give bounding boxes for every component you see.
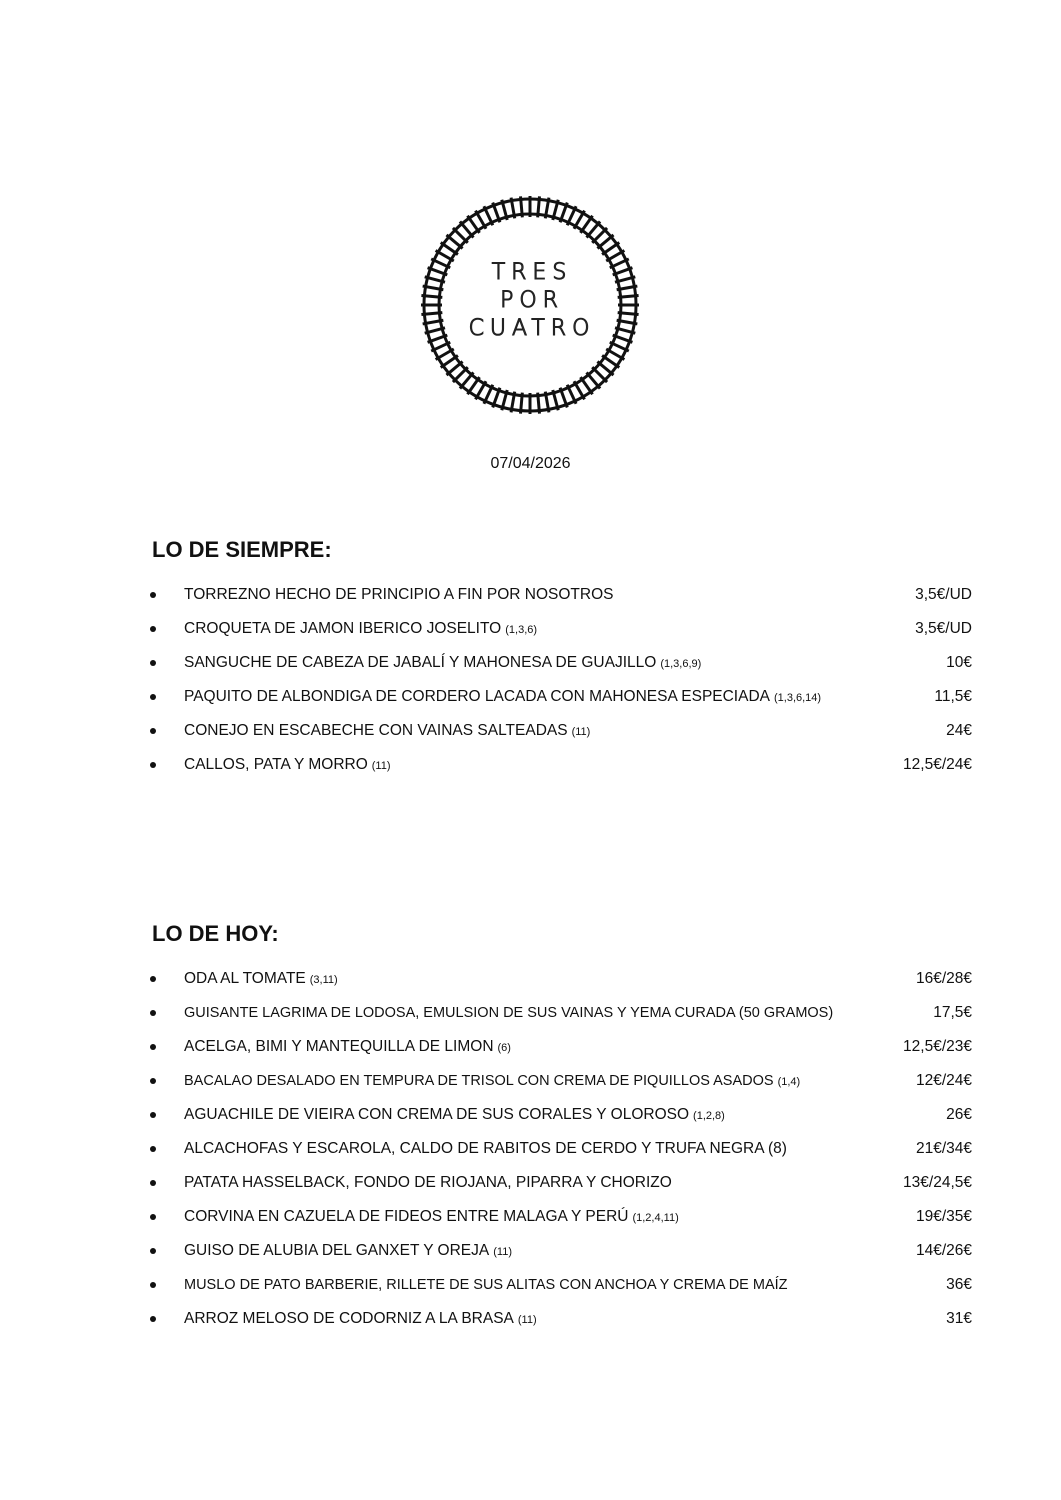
menu-item bbox=[150, 1003, 972, 1037]
bullet-icon bbox=[150, 1078, 156, 1084]
bullet-icon bbox=[150, 728, 156, 734]
menu-item bbox=[150, 585, 972, 619]
logo-line-1: TRES bbox=[491, 260, 573, 285]
menu-item-price: 26€ bbox=[946, 1106, 972, 1123]
dish-name: SANGUCHE DE CABEZA DE JABALÍ Y MAHONESA DE GUAJILLO bbox=[184, 654, 657, 671]
menu-item bbox=[150, 619, 972, 653]
track-tie bbox=[421, 296, 442, 298]
menu-item-price: 31€ bbox=[946, 1310, 972, 1327]
menu-item bbox=[150, 1173, 972, 1207]
menu-item bbox=[150, 1139, 972, 1173]
menu-item-price: 11,5€ bbox=[934, 688, 972, 705]
track-tie bbox=[436, 349, 454, 360]
bullet-icon bbox=[150, 1010, 156, 1016]
menu-item bbox=[150, 1037, 972, 1071]
dish-name: TORREZNO HECHO DE PRINCIPIO A FIN POR NOSOTROS bbox=[184, 586, 614, 603]
track-tie bbox=[521, 393, 523, 414]
menu-item bbox=[150, 1207, 972, 1241]
menu-item-price: 3,5€/UD bbox=[915, 620, 972, 637]
dish-name: ACELGA, BIMI Y MANTEQUILLA DE LIMON bbox=[184, 1038, 494, 1055]
allergen-codes: (6) bbox=[497, 1042, 511, 1054]
dish-name: MUSLO DE PATO BARBERIE, RILLETE DE SUS ALITAS CON ANCHOA Y CREMA DE MAÍZ bbox=[184, 1277, 788, 1293]
allergen-codes: (1,3,6,9) bbox=[660, 658, 702, 670]
bullet-icon bbox=[150, 1044, 156, 1050]
menu-item bbox=[150, 721, 972, 755]
menu-item-name bbox=[184, 1275, 788, 1295]
menu-item-price: 21€/34€ bbox=[915, 1140, 972, 1157]
bullet-icon bbox=[150, 1146, 156, 1152]
bullet-icon bbox=[150, 762, 156, 768]
menu-item-price: 10€ bbox=[946, 654, 972, 671]
dish-name: GUISO DE ALUBIA DEL GANXET Y OREJA bbox=[184, 1242, 490, 1259]
menu-item-price: 24€ bbox=[946, 722, 972, 739]
menu-item-name bbox=[184, 1207, 679, 1228]
menu-item-name bbox=[184, 1309, 537, 1330]
bullet-icon bbox=[150, 1248, 156, 1254]
menu-item-price: 3,5€/UD bbox=[915, 586, 972, 603]
track-tie bbox=[538, 393, 540, 414]
menu-item-price: 12,5€/24€ bbox=[903, 756, 972, 773]
menu-item bbox=[150, 1071, 972, 1105]
menu-item bbox=[150, 1275, 972, 1309]
bullet-icon bbox=[150, 1180, 156, 1186]
dish-name: PATATA HASSELBACK, FONDO DE RIOJANA, PIPARRA Y CHORIZO bbox=[184, 1174, 672, 1191]
menu-item-name bbox=[184, 687, 821, 708]
menu-list-lo-de-hoy bbox=[150, 969, 972, 1343]
menu-item-name bbox=[184, 969, 338, 990]
bullet-icon bbox=[150, 626, 156, 632]
menu-item-name bbox=[184, 1105, 725, 1126]
dish-name: CROQUETA DE JAMON IBERICO JOSELITO bbox=[184, 620, 502, 637]
dish-name: BACALAO DESALADO EN TEMPURA DE TRISOL CON CREMA DE PIQUILLOS ASADOS bbox=[184, 1073, 774, 1089]
track-tie bbox=[606, 349, 624, 360]
section-title-lo-de-hoy: LO DE HOY: bbox=[152, 921, 279, 946]
track-tie bbox=[476, 381, 487, 399]
allergen-codes: (1,2,8) bbox=[693, 1110, 725, 1122]
allergen-codes: (1,3,6) bbox=[505, 624, 538, 636]
menu-item-name bbox=[184, 1241, 512, 1262]
dish-name: AGUACHILE DE VIEIRA CON CREMA DE SUS CORALES Y OLOROSO bbox=[184, 1106, 690, 1123]
menu-list-lo-de-siempre bbox=[150, 585, 972, 789]
allergen-codes: (11) bbox=[493, 1246, 512, 1258]
dish-name: ODA AL TOMATE bbox=[184, 970, 306, 987]
menu-item bbox=[150, 653, 972, 687]
menu-item-name bbox=[184, 653, 701, 674]
bullet-icon bbox=[150, 976, 156, 982]
track-tie bbox=[436, 251, 454, 262]
menu-item-name bbox=[184, 1071, 800, 1092]
bullet-icon bbox=[150, 694, 156, 700]
railway-track-ring-icon bbox=[418, 193, 642, 417]
logo-line-2: POR bbox=[500, 288, 564, 313]
menu-item-name bbox=[184, 721, 590, 742]
track-tie bbox=[606, 251, 624, 262]
track-tie bbox=[574, 211, 585, 229]
menu-item-name bbox=[184, 1003, 833, 1023]
menu-item bbox=[150, 1241, 972, 1275]
track-tie bbox=[574, 381, 585, 399]
bullet-icon bbox=[150, 1112, 156, 1118]
menu-item-name bbox=[184, 1037, 511, 1058]
track-tie bbox=[618, 296, 639, 298]
allergen-codes: (3,11) bbox=[309, 974, 338, 986]
menu-item-name bbox=[184, 1139, 787, 1159]
track-tie bbox=[521, 196, 523, 217]
menu-item bbox=[150, 1309, 972, 1343]
allergen-codes: (11) bbox=[371, 760, 391, 772]
menu-item-price: 17,5€ bbox=[933, 1004, 972, 1021]
bullet-icon bbox=[150, 1214, 156, 1220]
menu-item-price: 13€/24,5€ bbox=[903, 1174, 972, 1191]
track-tie bbox=[618, 313, 639, 315]
menu-item-price: 12€/24€ bbox=[915, 1072, 972, 1089]
bullet-icon bbox=[150, 1316, 156, 1322]
track-tie bbox=[421, 313, 442, 315]
menu-item bbox=[150, 1105, 972, 1139]
dish-name: CALLOS, PATA Y MORRO bbox=[184, 756, 368, 773]
dish-name: CORVINA EN CAZUELA DE FIDEOS ENTRE MALAGA Y PERÚ bbox=[184, 1208, 629, 1225]
allergen-codes: (11) bbox=[517, 1314, 537, 1326]
section-title-lo-de-siempre: LO DE SIEMPRE: bbox=[152, 537, 332, 562]
bullet-icon bbox=[150, 660, 156, 666]
allergen-codes: (11) bbox=[571, 726, 591, 738]
dish-name: CONEJO EN ESCABECHE CON VAINAS SALTEADAS bbox=[184, 722, 568, 739]
dish-name: ARROZ MELOSO DE CODORNIZ A LA BRASA bbox=[184, 1310, 514, 1327]
bullet-icon bbox=[150, 592, 156, 598]
logo-line-3: CUATRO bbox=[468, 316, 596, 341]
menu-item-price: 19€/35€ bbox=[915, 1208, 972, 1225]
dish-name: GUISANTE LAGRIMA DE LODOSA, EMULSION DE SUS VAINAS Y YEMA CURADA (50 GRAMOS) bbox=[184, 1005, 834, 1021]
menu-item-price: 14€/26€ bbox=[915, 1242, 972, 1259]
menu-item-price: 16€/28€ bbox=[915, 970, 972, 987]
menu-date: 07/04/2026 bbox=[490, 455, 571, 472]
track-tie bbox=[538, 196, 540, 217]
allergen-codes: (1,4) bbox=[777, 1076, 801, 1088]
bullet-icon bbox=[150, 1282, 156, 1288]
menu-item bbox=[150, 969, 972, 1003]
menu-item-price: 12,5€/23€ bbox=[903, 1038, 972, 1055]
allergen-codes: (1,2,4,11) bbox=[632, 1212, 679, 1224]
track-tie bbox=[476, 211, 487, 229]
dish-name: ALCACHOFAS Y ESCAROLA, CALDO DE RABITOS DE CERDO Y TRUFA NEGRA (8) bbox=[184, 1140, 787, 1157]
menu-item-name bbox=[184, 1173, 672, 1193]
menu-item-name bbox=[184, 619, 537, 640]
menu-item-name bbox=[184, 585, 613, 605]
menu-item-name bbox=[184, 755, 391, 776]
menu-item-price: 36€ bbox=[946, 1276, 972, 1293]
restaurant-logo bbox=[418, 193, 642, 417]
allergen-codes: (1,3,6,14) bbox=[774, 692, 822, 704]
menu-item bbox=[150, 755, 972, 789]
dish-name: PAQUITO DE ALBONDIGA DE CORDERO LACADA CON MAHONESA ESPECIADA bbox=[184, 688, 770, 705]
menu-item bbox=[150, 687, 972, 721]
